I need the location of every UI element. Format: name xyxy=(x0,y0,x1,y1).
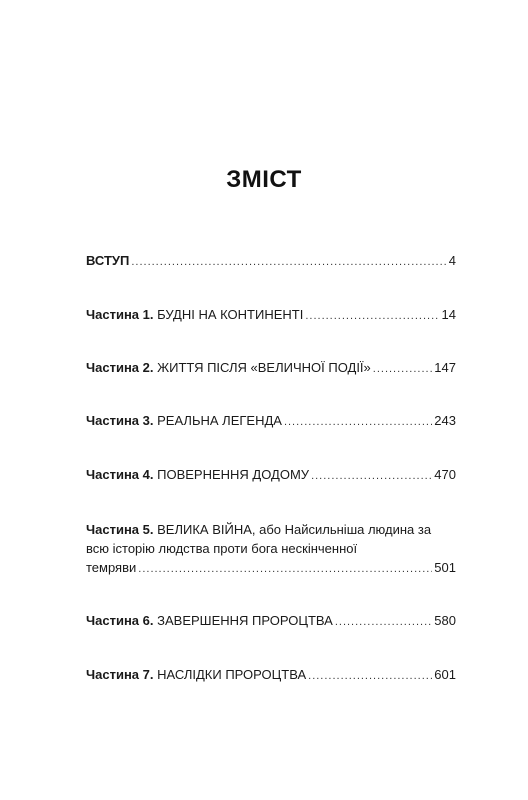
dot-leader xyxy=(131,253,446,272)
toc-entry-line xyxy=(86,539,456,558)
toc-entry-page-number: 243 xyxy=(434,413,456,428)
toc-entry-row xyxy=(86,305,456,326)
toc-entry-row xyxy=(86,411,456,432)
toc-entry-prefix: Частина 1. xyxy=(86,307,154,322)
toc-entry-part-3 xyxy=(86,411,456,432)
page-title: ЗМІСТ xyxy=(226,166,302,193)
toc-entry-page-number: 501 xyxy=(434,560,456,575)
toc-entry-title: ЖИТТЯ ПІСЛЯ «ВЕЛИЧНОЇ ПОДІЇ» xyxy=(157,360,371,375)
toc-entry-page-number: 580 xyxy=(434,613,456,628)
toc-entry-row xyxy=(86,251,456,272)
toc-entry-prefix: Частина 7. xyxy=(86,667,154,682)
toc-entry-title-line-1: ВЕЛИКА ВІЙНА, або Найсильніша людина за xyxy=(157,522,432,537)
toc-entry-title-line-3: темряви xyxy=(86,560,137,575)
toc-entry-title: БУДНІ НА КОНТИНЕНТІ xyxy=(157,307,304,322)
toc-entry-part-4 xyxy=(86,465,456,486)
toc-entry-title: ПОВЕРНЕННЯ ДОДОМУ xyxy=(157,467,310,482)
toc-entry-prefix: Частина 4. xyxy=(86,467,154,482)
dot-leader xyxy=(305,307,439,326)
toc-entry-prefix: Частина 5. xyxy=(86,522,154,537)
toc-entry-part-2 xyxy=(86,358,456,379)
toc-entry-row xyxy=(86,558,456,579)
dot-leader xyxy=(284,413,432,432)
toc-entry-page-number: 470 xyxy=(434,467,456,482)
toc-entry-page-number: 601 xyxy=(434,667,456,682)
toc-entry-row xyxy=(86,611,456,632)
dot-leader xyxy=(311,467,432,486)
toc-entry-part-6 xyxy=(86,611,456,632)
toc-entry-title: НАСЛІДКИ ПРОРОЦТВА xyxy=(157,667,307,682)
toc-entry-prefix: Частина 2. xyxy=(86,360,154,375)
dot-leader xyxy=(138,560,432,579)
toc-entry-page-number: 4 xyxy=(448,253,456,268)
toc-entry-prefix: ВСТУП xyxy=(86,253,130,268)
toc-entry-row xyxy=(86,465,456,486)
toc-entry-row xyxy=(86,358,456,379)
toc-entry-title: ЗАВЕРШЕННЯ ПРОРОЦТВА xyxy=(157,613,333,628)
toc-entry-prefix: Частина 3. xyxy=(86,413,154,428)
toc-entry-page-number: 147 xyxy=(434,360,456,375)
toc-entry-part-5 xyxy=(86,520,456,579)
toc-entry-intro xyxy=(86,251,456,272)
dot-leader xyxy=(335,613,432,632)
toc-entry-part-1 xyxy=(86,305,456,326)
dot-leader xyxy=(308,667,432,686)
toc-entry-part-7 xyxy=(86,665,456,686)
dot-leader xyxy=(373,360,433,379)
toc-entry-page-number: 14 xyxy=(441,307,456,322)
toc-entry-title: РЕАЛЬНА ЛЕГЕНДА xyxy=(157,413,282,428)
toc-entry-row xyxy=(86,665,456,686)
toc-entry-title-line-2: всю історію людства проти бога нескінченної xyxy=(86,541,358,556)
toc-entry-prefix: Частина 6. xyxy=(86,613,154,628)
toc-entry-line xyxy=(86,520,456,539)
